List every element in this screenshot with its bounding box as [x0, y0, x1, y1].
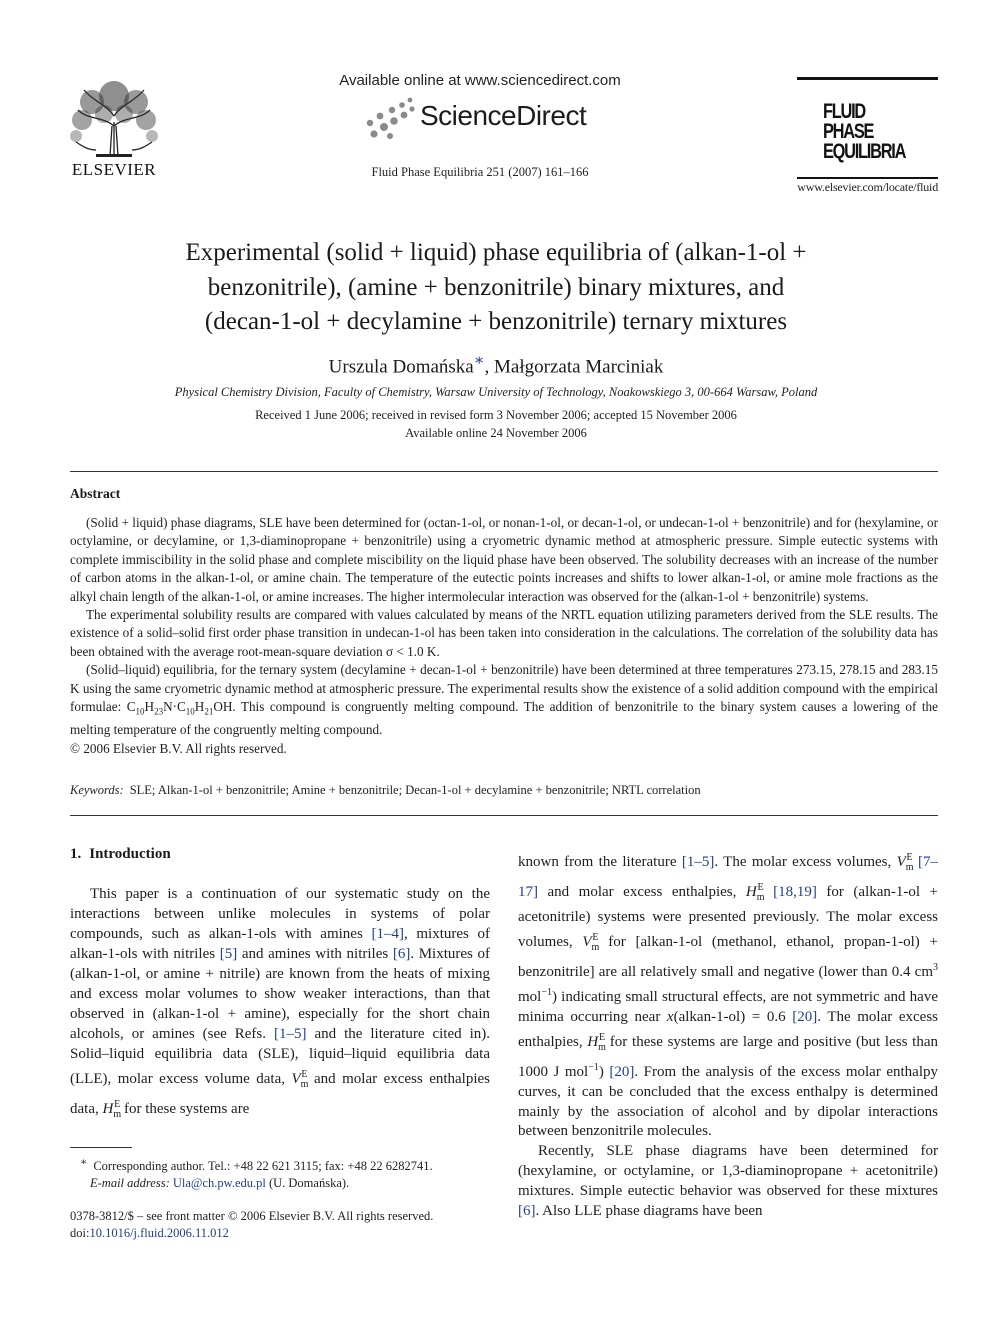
ref-link[interactable]: [6]	[392, 945, 411, 962]
ref-link[interactable]: [20]	[609, 1063, 635, 1080]
publisher-name: ELSEVIER	[71, 160, 157, 179]
article-dates	[100, 406, 892, 442]
journal-logo-rule	[797, 77, 938, 80]
footnote-mark: ∗	[80, 1157, 88, 1168]
journal-logo-line2: EQUILIBRIA	[823, 140, 906, 163]
journal-logo-text	[823, 102, 913, 162]
elsevier-logo	[66, 76, 162, 180]
available-online-text: Available online at www.sciencedirect.com	[339, 72, 621, 89]
section-heading-introduction	[70, 846, 179, 863]
divider-top	[70, 471, 938, 472]
journal-logo-line1: FLUID PHASE	[823, 100, 874, 143]
footnote-corresponding: ∗ Corresponding author. Tel.: +48 22 621 3115; fax: +48 22 6282741.	[80, 1157, 433, 1174]
footnote-rule	[70, 1147, 132, 1148]
ref-link[interactable]: [1–4]	[371, 925, 404, 942]
abstract-heading: Abstract	[70, 486, 121, 501]
received-dates: Received 1 June 2006; received in revised form 3 November 2006; accepted 15 November 2006	[255, 408, 737, 422]
doi-line	[70, 1225, 510, 1242]
title-line-1: Experimental (solid + liquid) phase equilibria of (alkan-1-ol +	[185, 239, 807, 266]
sciencedirect-logo[interactable]	[360, 96, 600, 140]
abstract-paragraph-2: The experimental solubility results are compared with values calculated by means of the NRTL equation utilizing parameters derived from the SLE results. The existence of a solid–solid first order phase transition in undecan-1-ol has been taken into consideration in the calculations. The correlation of the solubility data has been obtained with the average root-mean-square deviation σ < 1.0 K.	[70, 607, 938, 659]
author-1: Urszula Domańska	[328, 356, 474, 378]
section-title: Introduction	[89, 846, 171, 862]
ref-link[interactable]: [7–17]	[518, 854, 939, 900]
author-2: , Małgorzata Marciniak	[484, 356, 664, 378]
copyright-notice: © 2006 Elsevier B.V. All rights reserved.	[70, 740, 287, 756]
keywords	[70, 783, 938, 798]
sciencedirect-wordmark: ScienceDirect	[420, 100, 587, 131]
abstract-paragraph-3: (Solid–liquid) equilibria, for the ternary system (decylamine + decan-1-ol + benzonitrile) have been determined at three temperatures 273.15, 278.15 and 283.15 K using the same cryometric dynamic method at atmospheric pressure. The experimental results show the existence of a solid addition compound with the empirical formulae: $C_{10}H_{23}N\cdot C_{10}H_{21}OH$. This compound is congruently melting compound. The addition of benzonitrile to the binary system causes a lowering of the melting temperature of the congruently melting compound.	[70, 662, 939, 738]
sciencedirect-dots-icon	[360, 96, 418, 140]
author-list	[100, 350, 892, 378]
doi-link[interactable]: 10.1016/j.fluid.2006.11.012	[89, 1226, 229, 1240]
journal-logo-bottom-rule	[797, 177, 938, 179]
footnote	[70, 1154, 490, 1192]
issn-line: 0378-3812/$ – see front matter © 2006 Elsevier B.V. All rights reserved.	[70, 1209, 434, 1223]
journal-reference: Fluid Phase Equilibria 251 (2007) 161–166	[371, 165, 589, 179]
ref-link[interactable]: [5]	[219, 945, 238, 962]
ref-link[interactable]: [18,19]	[773, 883, 817, 900]
article-title	[100, 236, 892, 340]
abstract-body	[70, 514, 938, 758]
left-column	[70, 885, 490, 1124]
corresponding-author-mark[interactable]: ∗	[473, 352, 485, 369]
email-label: E-mail address:	[90, 1176, 170, 1191]
ref-link[interactable]: [20]	[792, 1008, 818, 1025]
keywords-label: Keywords:	[70, 783, 124, 797]
intro-paragraph-2: Recently, SLE phase diagrams have been determined for (hexylamine, or octylamine, or 1,3-diaminopropane + acetonitrile) mixtures. Simple eutectic behavior was observed for these mixtures [6]. Also LLE phase diagrams have been	[518, 1143, 938, 1220]
intro-paragraph-1-continued: known from the literature [1–5]. The molar excess volumes, $V_m^E$ [7–17] and molar excess enthalpies, $H_m^E$ [18,19] for (alkan-1-ol + acetonitrile) systems were presented previously. The molar excess volumes, $V_m^E$ for [alkan-1-ol (methanol, ethanol, propan-1-ol) + benzonitrile] are all relatively small and negative (lower than 0.4 $cm^3$ mol$^{-1}$) indicating small structural effects, are not symmetric and have minima occurring near x(alkan-1-ol) = 0.6 [20]. The molar excess enthalpies, $H_m^E$ for these systems are large and positive (but less than 1000 J mol$^{-1}$) [20]. From the analysis of the excess molar enthalpy curves, it can be concluded that the excess enthalpy is determined mainly by the association of alcohol and by dipolar interactions between benzonitrile molecules.	[518, 852, 939, 1140]
ref-link[interactable]: [1–5]	[273, 1025, 307, 1042]
elsevier-tree-icon	[66, 76, 162, 158]
abstract-paragraph-1: (Solid + liquid) phase diagrams, SLE have been determined for (octan-1-ol, or nonan-1-ol, or decan-1-ol, or undecan-1-ol + benzonitrile) and for (hexylamine, or octylamine, or decylamine, or 1,3-diaminopropane + benzonitrile) using a cryometric dynamic method at atmospheric pressure. Simple eutectic systems with complete immiscibility in the solid phase and complete miscibility on the liquid phase have been observed. The solubility decreases with an increase of the number of carbon atoms in the alkan-1-ol, or amine chain. The temperature of the eutectic points increases and shifts to lower alkan-1-ol, or amine mole fractions as the alkyl chain length of the alkan-1-ol, or amine increases. The higher intermolecular interaction was observed for the (alkan-1-ol + benzonitrile) systems.	[70, 515, 938, 604]
journal-url[interactable]: www.elsevier.com/locate/fluid	[797, 180, 938, 194]
available-online-date: Available online 24 November 2006	[405, 426, 587, 440]
footnote-email	[70, 1175, 490, 1192]
section-number: 1.	[70, 846, 82, 862]
right-column	[518, 848, 938, 1222]
ref-link[interactable]: [1–5]	[681, 854, 715, 870]
email-owner: (U. Domańska).	[268, 1176, 350, 1191]
email-link[interactable]: Ula@ch.pw.edu.pl	[172, 1176, 266, 1191]
title-line-2: benzonitrile), (amine + benzonitrile) binary mixtures, and	[207, 273, 785, 301]
issn-doi	[70, 1208, 510, 1242]
keywords-text: SLE; Alkan-1-ol + benzonitrile; Amine + benzonitrile; Decan-1-ol + decylamine + benzonitrile; NRTL correlation	[129, 783, 701, 797]
intro-paragraph-1: This paper is a continuation of our systematic study on the interactions between unlike molecules in systems of polar compounds, such as alkan-1-ols with amines [1–4], mixtures of alkan-1-ols with nitriles [5] and amines with nitriles [6]. Mixtures of (alkan-1-ol, or amine + nitrile) are known from the heats of mixing and excess molar volumes to show weaker interactions, than that observed in (alkan-1-ol + amine), especially for the short chain alcohols, or amines (see Refs. [1–5] and the literature cited in). Solid–liquid equilibria data (SLE), liquid–liquid equilibria data (LLE), molar excess volume data, $V_m^E$ and molar excess enthalpies data, $H_m^E$ for these systems are	[70, 886, 491, 1120]
ref-link[interactable]: [6]	[518, 1203, 536, 1220]
divider-middle	[70, 815, 938, 816]
title-line-3: (decan-1-ol + decylamine + benzonitrile) ternary mixtures	[204, 308, 788, 335]
affiliation: Physical Chemistry Division, Faculty of Chemistry, Warsaw University of Technology, Noakowskiego 3, 00-664 Warsaw, Poland	[174, 385, 818, 399]
doi-label: doi:	[70, 1226, 90, 1240]
journal-logo	[797, 77, 938, 162]
